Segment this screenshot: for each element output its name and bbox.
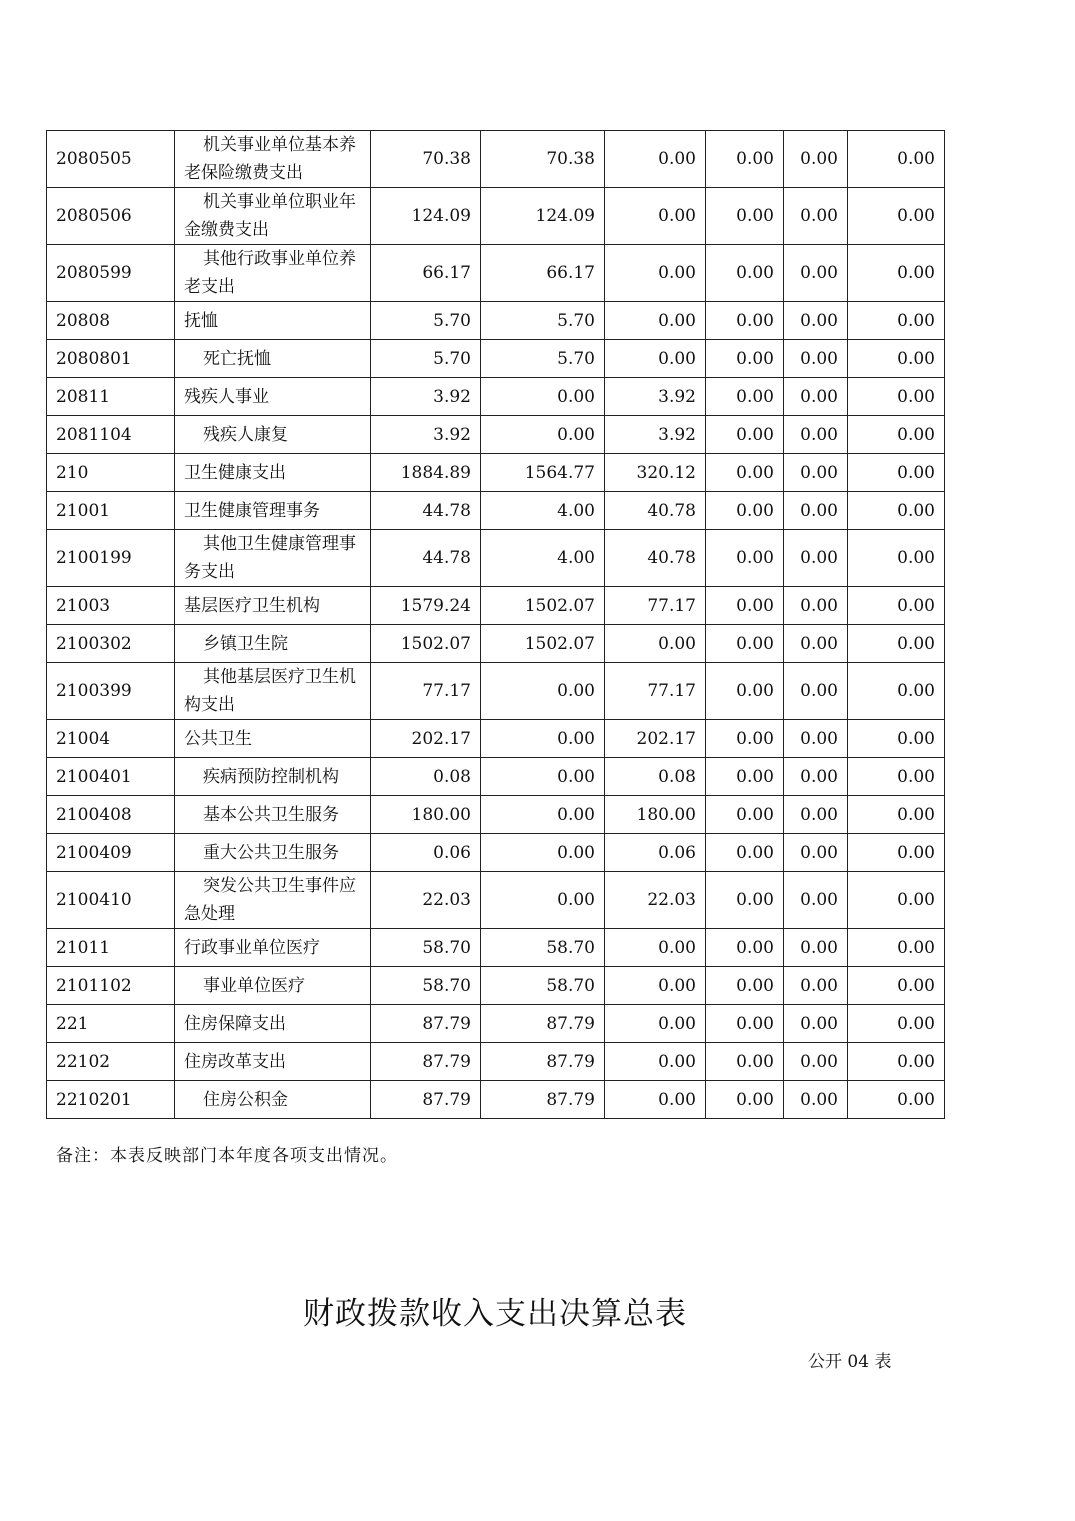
table-row (47, 245, 945, 302)
table-row (47, 188, 945, 245)
basic-expense-cell: 1502.07 (481, 625, 605, 663)
column-5-cell: 0.00 (784, 302, 848, 340)
column-5-cell: 0.00 (784, 1081, 848, 1119)
column-5-cell: 0.00 (784, 967, 848, 1005)
total-cell: 44.78 (371, 530, 481, 587)
total-cell: 66.17 (371, 245, 481, 302)
column-4-cell: 0.00 (706, 1005, 784, 1043)
table-row (47, 929, 945, 967)
account-name-cell: 住房公积金 (175, 1081, 371, 1119)
table-note: 备注：本表反映部门本年度各项支出情况。 (56, 1146, 398, 1166)
total-cell: 77.17 (371, 663, 481, 720)
account-code-cell: 210 (47, 454, 175, 492)
column-6-cell: 0.00 (848, 378, 945, 416)
column-6-cell: 0.00 (848, 758, 945, 796)
column-4-cell: 0.00 (706, 872, 784, 929)
basic-expense-cell: 0.00 (481, 416, 605, 454)
project-expense-cell: 0.08 (605, 758, 706, 796)
column-5-cell: 0.00 (784, 1043, 848, 1081)
total-cell: 1579.24 (371, 587, 481, 625)
column-6-cell: 0.00 (848, 302, 945, 340)
basic-expense-cell: 1502.07 (481, 587, 605, 625)
column-6-cell: 0.00 (848, 967, 945, 1005)
account-name-cell: 机关事业单位职业年金缴费支出 (175, 188, 371, 245)
column-6-cell: 0.00 (848, 834, 945, 872)
account-name-cell: 行政事业单位医疗 (175, 929, 371, 967)
column-5-cell: 0.00 (784, 530, 848, 587)
project-expense-cell: 0.00 (605, 340, 706, 378)
column-4-cell: 0.00 (706, 587, 784, 625)
account-code-cell: 21003 (47, 587, 175, 625)
column-4-cell: 0.00 (706, 625, 784, 663)
account-name-cell: 残疾人事业 (175, 378, 371, 416)
column-5-cell: 0.00 (784, 625, 848, 663)
column-6-cell: 0.00 (848, 454, 945, 492)
table-row (47, 1081, 945, 1119)
section-title: 财政拨款收入支出决算总表 (303, 1296, 687, 1332)
table-row (47, 796, 945, 834)
column-5-cell: 0.00 (784, 663, 848, 720)
column-5-cell: 0.00 (784, 587, 848, 625)
column-6-cell: 0.00 (848, 872, 945, 929)
column-5-cell: 0.00 (784, 416, 848, 454)
account-code-cell: 2100410 (47, 872, 175, 929)
account-code-cell: 21011 (47, 929, 175, 967)
column-6-cell: 0.00 (848, 188, 945, 245)
basic-expense-cell: 0.00 (481, 796, 605, 834)
basic-expense-cell: 66.17 (481, 245, 605, 302)
column-6-cell: 0.00 (848, 1043, 945, 1081)
column-4-cell: 0.00 (706, 663, 784, 720)
column-4-cell: 0.00 (706, 454, 784, 492)
account-code-cell: 2080801 (47, 340, 175, 378)
account-name-cell: 机关事业单位基本养老保险缴费支出 (175, 131, 371, 188)
total-cell: 5.70 (371, 340, 481, 378)
basic-expense-cell: 87.79 (481, 1043, 605, 1081)
column-5-cell: 0.00 (784, 454, 848, 492)
account-name-cell: 死亡抚恤 (175, 340, 371, 378)
total-cell: 58.70 (371, 967, 481, 1005)
column-5-cell: 0.00 (784, 720, 848, 758)
column-4-cell: 0.00 (706, 1081, 784, 1119)
account-name-cell: 其他卫生健康管理事务支出 (175, 530, 371, 587)
column-5-cell: 0.00 (784, 131, 848, 188)
table-row (47, 492, 945, 530)
project-expense-cell: 77.17 (605, 663, 706, 720)
table-row (47, 1005, 945, 1043)
column-6-cell: 0.00 (848, 530, 945, 587)
basic-expense-cell: 5.70 (481, 340, 605, 378)
table-row (47, 967, 945, 1005)
total-cell: 5.70 (371, 302, 481, 340)
table-row (47, 530, 945, 587)
account-name-cell: 住房改革支出 (175, 1043, 371, 1081)
project-expense-cell: 202.17 (605, 720, 706, 758)
column-4-cell: 0.00 (706, 758, 784, 796)
project-expense-cell: 0.00 (605, 1043, 706, 1081)
basic-expense-cell: 124.09 (481, 188, 605, 245)
project-expense-cell: 0.00 (605, 625, 706, 663)
column-5-cell: 0.00 (784, 872, 848, 929)
column-6-cell: 0.00 (848, 131, 945, 188)
account-name-cell: 其他基层医疗卫生机构支出 (175, 663, 371, 720)
account-name-cell: 抚恤 (175, 302, 371, 340)
account-code-cell: 21001 (47, 492, 175, 530)
total-cell: 0.06 (371, 834, 481, 872)
total-cell: 87.79 (371, 1005, 481, 1043)
basic-expense-cell: 0.00 (481, 834, 605, 872)
account-code-cell: 2100302 (47, 625, 175, 663)
column-5-cell: 0.00 (784, 1005, 848, 1043)
column-4-cell: 0.00 (706, 188, 784, 245)
column-4-cell: 0.00 (706, 796, 784, 834)
account-code-cell: 2080599 (47, 245, 175, 302)
column-6-cell: 0.00 (848, 929, 945, 967)
basic-expense-cell: 58.70 (481, 929, 605, 967)
account-name-cell: 基层医疗卫生机构 (175, 587, 371, 625)
basic-expense-cell: 58.70 (481, 967, 605, 1005)
account-name-cell: 残疾人康复 (175, 416, 371, 454)
table-row (47, 416, 945, 454)
column-6-cell: 0.00 (848, 796, 945, 834)
column-6-cell: 0.00 (848, 245, 945, 302)
account-code-cell: 2080505 (47, 131, 175, 188)
total-cell: 1502.07 (371, 625, 481, 663)
column-4-cell: 0.00 (706, 720, 784, 758)
basic-expense-cell: 0.00 (481, 663, 605, 720)
column-4-cell: 0.00 (706, 245, 784, 302)
project-expense-cell: 0.00 (605, 1081, 706, 1119)
column-6-cell: 0.00 (848, 663, 945, 720)
column-5-cell: 0.00 (784, 188, 848, 245)
project-expense-cell: 3.92 (605, 416, 706, 454)
total-cell: 124.09 (371, 188, 481, 245)
account-code-cell: 2100199 (47, 530, 175, 587)
form-number: 公开 04 表 (808, 1352, 892, 1372)
basic-expense-cell: 70.38 (481, 131, 605, 188)
account-code-cell: 2081104 (47, 416, 175, 454)
project-expense-cell: 0.00 (605, 188, 706, 245)
basic-expense-cell: 4.00 (481, 530, 605, 587)
column-4-cell: 0.00 (706, 967, 784, 1005)
column-4-cell: 0.00 (706, 834, 784, 872)
basic-expense-cell: 0.00 (481, 872, 605, 929)
expenditure-table (46, 130, 945, 1119)
table-row (47, 587, 945, 625)
basic-expense-cell: 87.79 (481, 1081, 605, 1119)
project-expense-cell: 0.00 (605, 929, 706, 967)
total-cell: 70.38 (371, 131, 481, 188)
table-row (47, 454, 945, 492)
account-code-cell: 20808 (47, 302, 175, 340)
column-5-cell: 0.00 (784, 758, 848, 796)
column-4-cell: 0.00 (706, 416, 784, 454)
column-6-cell: 0.00 (848, 340, 945, 378)
column-5-cell: 0.00 (784, 245, 848, 302)
account-code-cell: 20811 (47, 378, 175, 416)
column-4-cell: 0.00 (706, 302, 784, 340)
basic-expense-cell: 87.79 (481, 1005, 605, 1043)
total-cell: 87.79 (371, 1081, 481, 1119)
column-4-cell: 0.00 (706, 340, 784, 378)
column-6-cell: 0.00 (848, 492, 945, 530)
column-4-cell: 0.00 (706, 530, 784, 587)
project-expense-cell: 0.00 (605, 967, 706, 1005)
column-4-cell: 0.00 (706, 929, 784, 967)
total-cell: 3.92 (371, 378, 481, 416)
account-code-cell: 2210201 (47, 1081, 175, 1119)
table-row (47, 720, 945, 758)
column-5-cell: 0.00 (784, 834, 848, 872)
total-cell: 3.92 (371, 416, 481, 454)
table-row (47, 872, 945, 929)
account-name-cell: 重大公共卫生服务 (175, 834, 371, 872)
account-code-cell: 22102 (47, 1043, 175, 1081)
project-expense-cell: 40.78 (605, 530, 706, 587)
total-cell: 22.03 (371, 872, 481, 929)
total-cell: 1884.89 (371, 454, 481, 492)
project-expense-cell: 320.12 (605, 454, 706, 492)
total-cell: 0.08 (371, 758, 481, 796)
basic-expense-cell: 4.00 (481, 492, 605, 530)
account-code-cell: 2101102 (47, 967, 175, 1005)
account-name-cell: 突发公共卫生事件应急处理 (175, 872, 371, 929)
project-expense-cell: 180.00 (605, 796, 706, 834)
table-row (47, 131, 945, 188)
table-row (47, 378, 945, 416)
column-4-cell: 0.00 (706, 492, 784, 530)
column-6-cell: 0.00 (848, 587, 945, 625)
table-row (47, 302, 945, 340)
column-4-cell: 0.00 (706, 131, 784, 188)
total-cell: 180.00 (371, 796, 481, 834)
table-row (47, 1043, 945, 1081)
basic-expense-cell: 5.70 (481, 302, 605, 340)
total-cell: 202.17 (371, 720, 481, 758)
project-expense-cell: 0.00 (605, 131, 706, 188)
total-cell: 87.79 (371, 1043, 481, 1081)
table-body (47, 131, 945, 1119)
account-name-cell: 基本公共卫生服务 (175, 796, 371, 834)
account-name-cell: 疾病预防控制机构 (175, 758, 371, 796)
account-name-cell: 乡镇卫生院 (175, 625, 371, 663)
table-row (47, 340, 945, 378)
project-expense-cell: 0.00 (605, 1005, 706, 1043)
account-code-cell: 21004 (47, 720, 175, 758)
table-row (47, 663, 945, 720)
account-code-cell: 221 (47, 1005, 175, 1043)
project-expense-cell: 22.03 (605, 872, 706, 929)
column-5-cell: 0.00 (784, 378, 848, 416)
account-code-cell: 2100399 (47, 663, 175, 720)
basic-expense-cell: 1564.77 (481, 454, 605, 492)
account-name-cell: 卫生健康管理事务 (175, 492, 371, 530)
project-expense-cell: 77.17 (605, 587, 706, 625)
table-row (47, 625, 945, 663)
column-6-cell: 0.00 (848, 1005, 945, 1043)
table-row (47, 834, 945, 872)
basic-expense-cell: 0.00 (481, 758, 605, 796)
project-expense-cell: 40.78 (605, 492, 706, 530)
basic-expense-cell: 0.00 (481, 378, 605, 416)
project-expense-cell: 0.06 (605, 834, 706, 872)
column-6-cell: 0.00 (848, 625, 945, 663)
column-5-cell: 0.00 (784, 796, 848, 834)
column-5-cell: 0.00 (784, 492, 848, 530)
total-cell: 44.78 (371, 492, 481, 530)
account-name-cell: 卫生健康支出 (175, 454, 371, 492)
account-name-cell: 事业单位医疗 (175, 967, 371, 1005)
total-cell: 58.70 (371, 929, 481, 967)
column-5-cell: 0.00 (784, 340, 848, 378)
account-name-cell: 公共卫生 (175, 720, 371, 758)
column-6-cell: 0.00 (848, 720, 945, 758)
column-5-cell: 0.00 (784, 929, 848, 967)
basic-expense-cell: 0.00 (481, 720, 605, 758)
account-code-cell: 2100401 (47, 758, 175, 796)
column-4-cell: 0.00 (706, 378, 784, 416)
column-6-cell: 0.00 (848, 1081, 945, 1119)
account-code-cell: 2080506 (47, 188, 175, 245)
account-name-cell: 住房保障支出 (175, 1005, 371, 1043)
column-4-cell: 0.00 (706, 1043, 784, 1081)
account-code-cell: 2100409 (47, 834, 175, 872)
column-6-cell: 0.00 (848, 416, 945, 454)
account-code-cell: 2100408 (47, 796, 175, 834)
table-row (47, 758, 945, 796)
project-expense-cell: 0.00 (605, 302, 706, 340)
project-expense-cell: 0.00 (605, 245, 706, 302)
account-name-cell: 其他行政事业单位养老支出 (175, 245, 371, 302)
project-expense-cell: 3.92 (605, 378, 706, 416)
